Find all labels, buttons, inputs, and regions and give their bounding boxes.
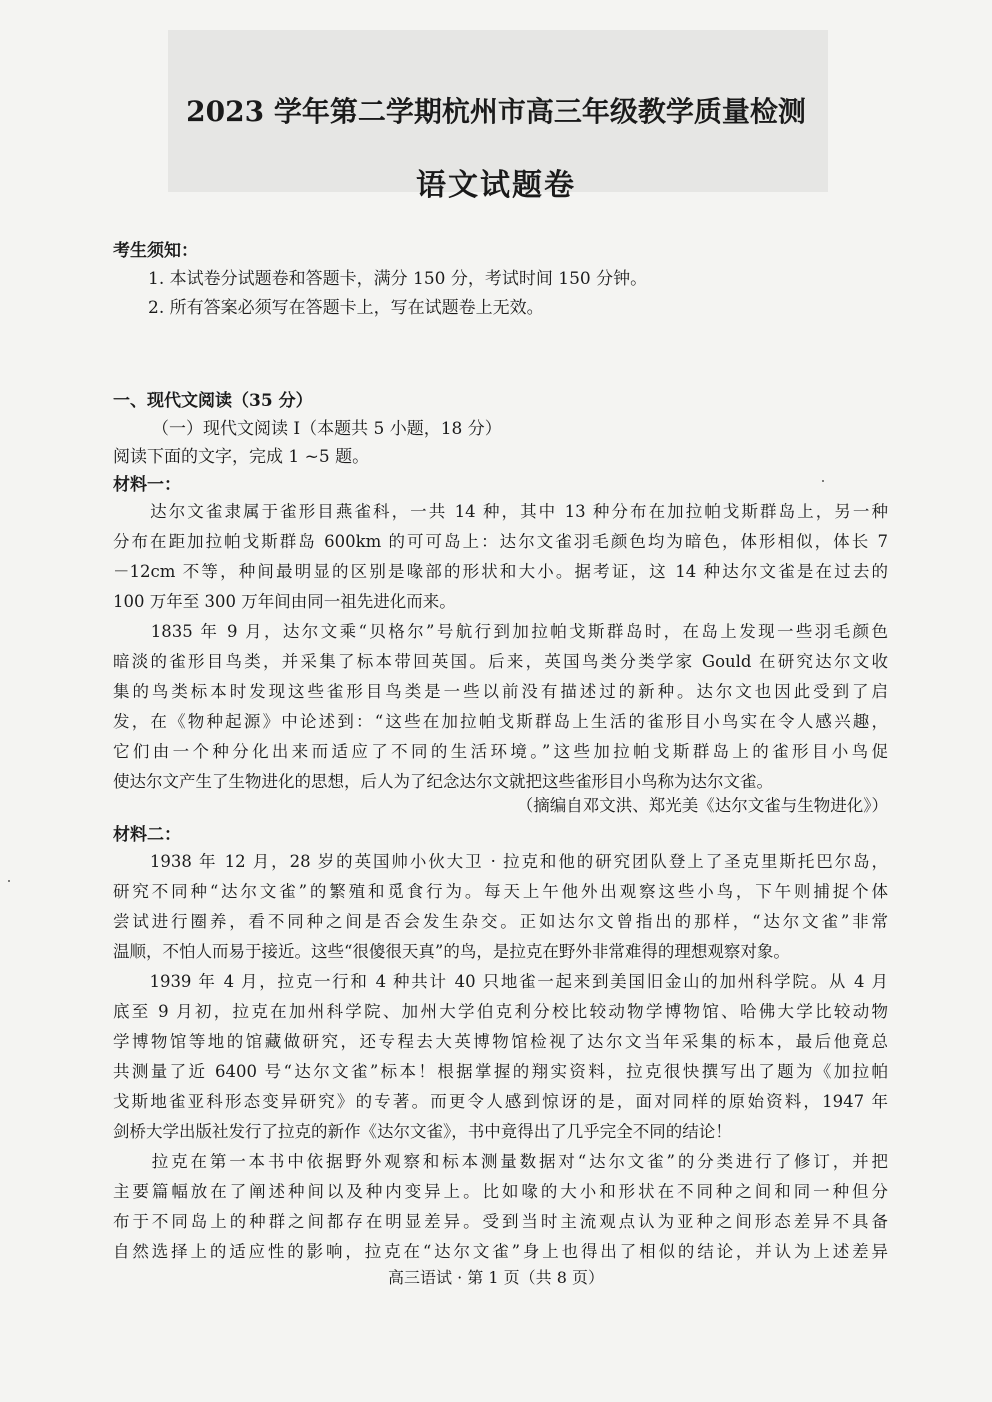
text-line: 自然选择上的适应性的影响，拉克在“达尔文雀”身上也得出了相似的结论，并认为上述差异: [113, 1242, 888, 1261]
text-line: 达尔文雀隶属于雀形目燕雀科，一共 14 种，其中 13 种分布在加拉帕戈斯群岛上，另一种: [113, 502, 888, 521]
text-line: 分布在距加拉帕戈斯群岛 600km 的可可岛上：达尔文雀羽毛颜色均为暗色，体形相似，体长 7: [113, 532, 888, 551]
text-line: 集的鸟类标本时发现这些雀形目鸟类是一些以前没有描述过的新种。达尔文也因此受到了启: [113, 682, 888, 701]
text-line: 暗淡的雀形目鸟类，并采集了标本带回英国。后来，英国鸟类分类学家 Gould 在研究达尔文收: [113, 652, 888, 671]
text-line: 主要篇幅放在了阐述种间以及种内变异上。比如喙的大小和形状在不同种之间和同一种但分: [113, 1182, 888, 1201]
text-line: 戈斯地雀亚科形态变异研究》的专著。而更令人感到惊讶的是，面对同样的原始资料，1947 年: [113, 1092, 888, 1111]
text-line: 研究不同种“达尔文雀”的繁殖和觅食行为。每天上午他外出观察这些小鸟，下午则捕捉个体: [113, 882, 888, 901]
section-instruction: 阅读下面的文字，完成 1 ~5 题。: [113, 447, 370, 467]
exam-title: 2023 学年第二学期杭州市高三年级教学质量检测: [186, 95, 806, 128]
notice-heading: 考生须知：: [113, 241, 198, 261]
section-heading: 一、现代文阅读（35 分）: [113, 391, 313, 411]
section-subheading: （一）现代文阅读 Ⅰ（本题共 5 小题，18 分）: [152, 419, 502, 439]
text-line: 尝试进行圈养，看不同种之间是否会发生杂交。正如达尔文曾指出的那样，“达尔文雀”非常: [113, 912, 888, 931]
text-line: 共测量了近 6400 号“达尔文雀”标本！根据掌握的翔实资料，拉克很快撰写出了题为《加拉帕: [113, 1062, 888, 1081]
text-line: 拉克在第一本书中依据野外观察和标本测量数据对“达尔文雀”的分类进行了修订，并把: [113, 1152, 888, 1171]
text-line: 100 万年至 300 万年间由同一祖先进化而来。: [113, 592, 456, 611]
text-line: 发，在《物种起源》中论述到：“这些在加拉帕戈斯群岛上生活的雀形目小鸟实在令人感兴趣，: [113, 712, 888, 731]
text-line: 底至 9 月初，拉克在加州科学院、加州大学伯克利分校比较动物学博物馆、哈佛大学比较动物: [113, 1002, 888, 1021]
text-line: 布于不同岛上的种群之间都存在明显差异。受到当时主流观点认为亚种之间形态差异不具备: [113, 1212, 888, 1231]
material1-source: （摘编自邓文洪、郑光美《达尔文雀与生物进化》）: [516, 796, 888, 815]
text-line: 使达尔文产生了生物进化的思想，后人为了纪念达尔文就把这些雀形目小鸟称为达尔文雀。: [113, 772, 773, 791]
text-line: 温顺，不怕人而易于接近。这些“很傻很天真”的鸟，是拉克在野外非常难得的理想观察对象。: [113, 942, 790, 961]
scan-speck: [8, 880, 10, 882]
scan-speck: [822, 480, 824, 482]
text-line: 1939 年 4 月，拉克一行和 4 种共计 40 只地雀一起来到美国旧金山的加州科学院。从 4 月: [113, 972, 888, 991]
notice-item: 1. 本试卷分试题卷和答题卡，满分 150 分，考试时间 150 分钟。: [148, 269, 648, 289]
text-line: －12cm 不等，种间最明显的区别是喙部的形状和大小。据考证，这 14 种达尔文雀是在过去的: [113, 562, 888, 581]
text-line: 它们由一个种分化出来而适应了不同的生活环境。”这些加拉帕戈斯群岛上的雀形目小鸟促: [113, 742, 888, 761]
paper-title: 语文试题卷: [416, 168, 576, 203]
notice-item: 2. 所有答案必须写在答题卡上，写在试题卷上无效。: [148, 298, 544, 318]
material1-text: [113, 497, 888, 797]
material2-text: [113, 847, 888, 1267]
text-line: 剑桥大学出版社发行了拉克的新作《达尔文雀》，书中竟得出了几乎完全不同的结论！: [113, 1122, 732, 1141]
text-line: 1835 年 9 月，达尔文乘“贝格尔”号航行到加拉帕戈斯群岛时，在岛上发现一些羽毛颜色: [113, 622, 888, 641]
material1-heading: 材料一：: [113, 475, 181, 495]
page-footer: 高三语试 · 第 1 页（共 8 页）: [388, 1268, 604, 1287]
text-line: 1938 年 12 月，28 岁的英国帅小伙大卫 · 拉克和他的研究团队登上了圣克里斯托巴尔岛，: [113, 852, 888, 871]
text-line: 学博物馆等地的馆藏做研究，还专程去大英博物馆检视了达尔文当年采集的标本，最后他竟总: [113, 1032, 888, 1051]
material2-heading: 材料二：: [113, 825, 181, 845]
